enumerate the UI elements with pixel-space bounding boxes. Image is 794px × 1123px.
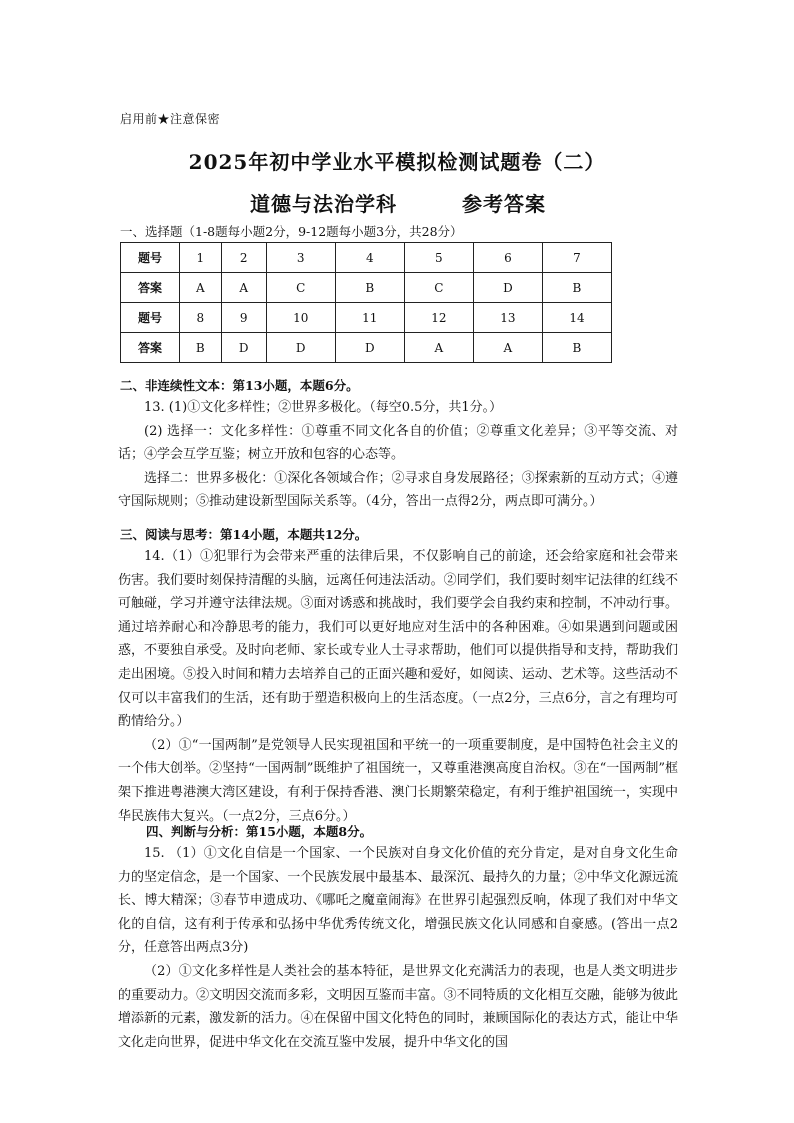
- table-cell: B: [180, 333, 222, 363]
- section4-body: [118, 842, 678, 1054]
- answer-header: 答案: [121, 273, 180, 303]
- table-cell: 13: [473, 303, 542, 333]
- table-cell: A: [180, 273, 222, 303]
- table-cell: 5: [404, 243, 473, 273]
- table-cell: B: [542, 273, 611, 303]
- subject-title: 道德与法治学科: [250, 192, 397, 216]
- table-row: [121, 243, 612, 273]
- table-cell: A: [473, 333, 542, 363]
- section4-heading: 四、判断与分析：第15小题，本题8分。: [146, 824, 373, 839]
- table-cell: A: [221, 273, 266, 303]
- answer-key-title: 参考答案: [462, 192, 546, 216]
- section2-heading: 二、非连续性文本：第13小题，本题6分。: [120, 378, 359, 393]
- answer-paragraph: （2）①“一国两制”是党领导人民实现祖国和平统一的一项重要制度，是中国特色社会主义的一个伟大创举。②坚持“一国两制”既维护了祖国统一，又尊重港澳高度自治权。③在“一国两制”框架下推进粤港澳大湾区建设，有利于保持香港、澳门长期繁荣稳定，有利于维护祖国统一，实现中华民族伟大复兴。（一点2分，三点6分。）: [118, 737, 678, 824]
- table-cell: 10: [266, 303, 335, 333]
- table-cell: C: [266, 273, 335, 303]
- table-row: [121, 273, 612, 303]
- answer-table: [120, 242, 612, 363]
- section2-body: [118, 396, 678, 514]
- table-cell: 1: [180, 243, 222, 273]
- table-cell: D: [335, 333, 404, 363]
- table-cell: 14: [542, 303, 611, 333]
- table-cell: B: [335, 273, 404, 303]
- section3-body: [118, 545, 678, 828]
- table-cell: 6: [473, 243, 542, 273]
- answer-paragraph: （2）①文化多样性是人类社会的基本特征，是世界文化充满活力的表现，也是人类文明进步的重要动力。②文明因交流而多彩，文明因互鉴而丰富。③不同特质的文化相互交融，能够为彼此增添新的元素，激发新的活力。④在保留中国文化特色的同时，兼顾国际化的表达方式，能让中华文化走向世界，促进中华文化在交流互鉴中发展，提升中华文化的国: [118, 963, 678, 1050]
- table-row: [121, 333, 612, 363]
- table-cell: 4: [335, 243, 404, 273]
- table-row: [121, 303, 612, 333]
- table-cell: C: [404, 273, 473, 303]
- exam-title: 2025年初中学业水平模拟检测试题卷（二）: [188, 150, 606, 174]
- confidential-label: 启用前★注意保密: [120, 112, 221, 126]
- answer-header: 答案: [121, 333, 180, 363]
- answer-paragraph: 14.（1）①犯罪行为会带来严重的法律后果，不仅影响自己的前途，还会给家庭和社会带来伤害。我们要时刻保持清醒的头脑，远离任何违法活动。②同学们，我们要时刻牢记法律的红线不可触碰，学习并遵守法律法规。③面对诱惑和挑战时，我们要学会自我约束和控制，不冲动行事。通过培养耐心和冷静思考的能力，我们可以更好地应对生活中的各种困难。④如果遇到问题或困惑，不要独自承受。及时向老师、家长或专业人士寻求帮助，他们可以提供指导和支持，帮助我们走出困境。⑤投入时间和精力去培养自己的正面兴趣和爱好，如阅读、运动、艺术等。这些活动不仅可以丰富我们的生活，还有助于塑造积极向上的生活态度。（一点2分，三点6分，言之有理均可酌情给分。）: [118, 549, 678, 730]
- section1-heading: 一、选择题（1-8题每小题2分，9-12题每小题3分，共28分）: [120, 224, 463, 239]
- answer-paragraph: 选择二：世界多极化：①深化各领域合作；②寻求自身发展路径；③探索新的互动方式；④遵守国际规则；⑤推动建设新型国际关系等。（4分，答出一点得2分，两点即可满分。）: [118, 470, 678, 510]
- table-cell: 3: [266, 243, 335, 273]
- table-cell: D: [473, 273, 542, 303]
- table-cell: A: [404, 333, 473, 363]
- table-cell: 12: [404, 303, 473, 333]
- table-cell: 8: [180, 303, 222, 333]
- section3-heading: 三、阅读与思考：第14小题，本题共12分。: [120, 527, 368, 542]
- table-cell: 2: [221, 243, 266, 273]
- question-number-header: 题号: [121, 303, 180, 333]
- answer-paragraph: 15. （1）①文化自信是一个国家、一个民族对自身文化价值的充分肯定，是对自身文化生命力的坚定信念，是一个国家、一个民族发展中最基本、最深沉、最持久的力量；②中华文化源远流长、博大精深；③春节申遗成功、《哪吒之魔童闹海》在世界引起强烈反响，体现了我们对中华文化的自信，这有利于传承和弘扬中华优秀传统文化，增强民族文化认同感和自豪感。(答出一点2分，任意答出两点3分): [118, 846, 678, 956]
- table-cell: D: [266, 333, 335, 363]
- table-cell: B: [542, 333, 611, 363]
- table-cell: 7: [542, 243, 611, 273]
- table-cell: 9: [221, 303, 266, 333]
- answer-paragraph: 13. (1)①文化多样性；②世界多极化。（每空0.5分，共1分。）: [144, 400, 503, 415]
- table-cell: D: [221, 333, 266, 363]
- table-cell: 11: [335, 303, 404, 333]
- question-number-header: 题号: [121, 243, 180, 273]
- answer-paragraph: (2) 选择一：文化多样性：①尊重不同文化各自的价值；②尊重文化差异；③平等交流、对话；④学会互学互鉴；树立开放和包容的心态等。: [118, 423, 678, 463]
